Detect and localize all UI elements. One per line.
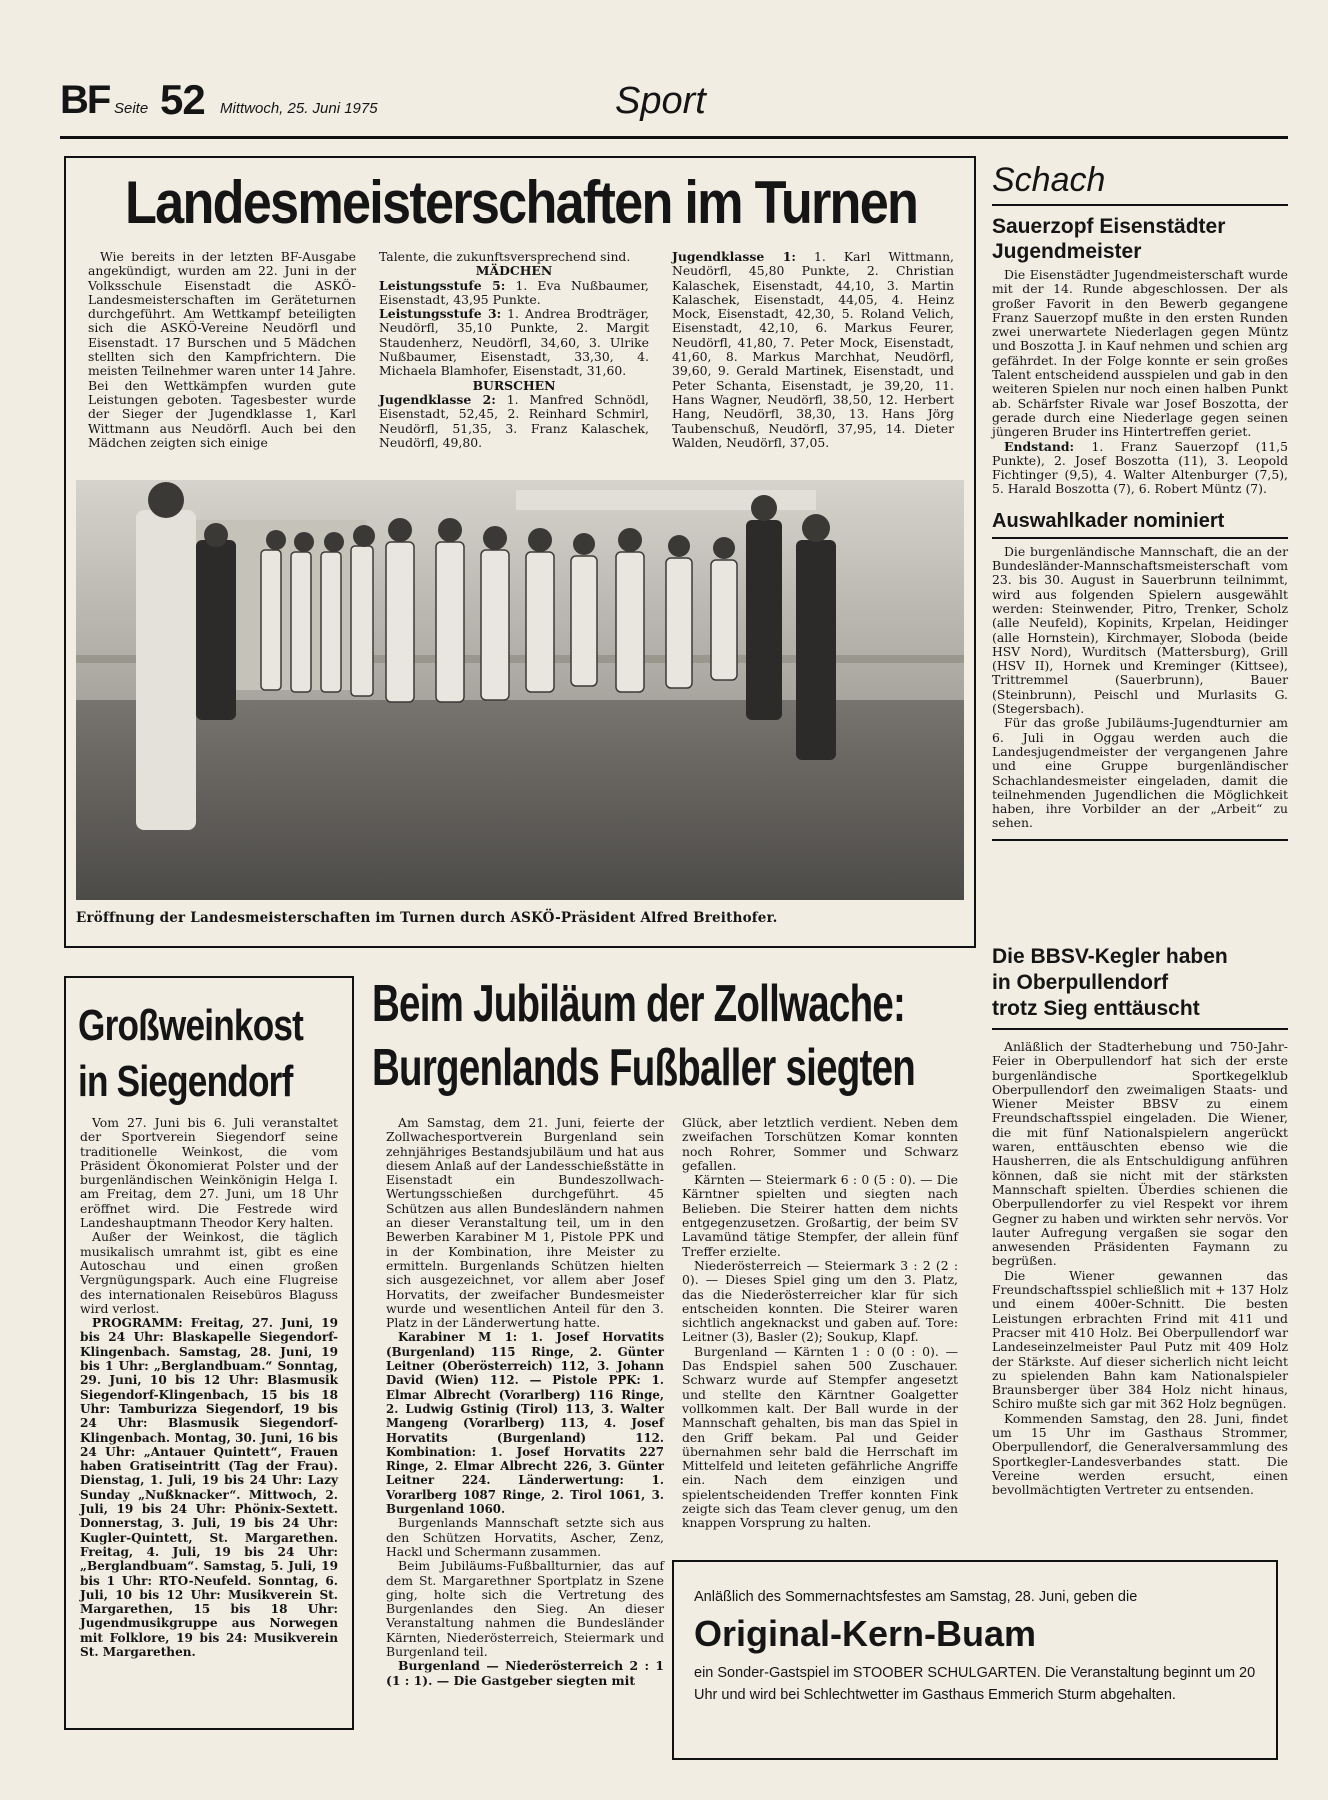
kegler-article (992, 944, 1288, 1498)
kegler-headline-1: Die BBSV-Kegler haben (992, 945, 1228, 968)
weinkost-headline-1: Großweinkost (78, 1001, 304, 1050)
jk2-label: Jugendklasse 2: (379, 391, 496, 407)
page-word: Seite (114, 100, 149, 117)
weinkost-body (80, 1116, 338, 1659)
kader-rule (992, 537, 1288, 539)
turnen-intro-cont: Talente, die zukunftsversprechend sind. (379, 249, 631, 264)
zollwache-col1 (386, 1116, 664, 1688)
match-kaernten-stmk: Kärnten — Steiermark 6 : 0 (5 : 0). — Die Kärntner spielten und siegten nach Belieben. Die Steirer hatten dem nichts entgegenzusetzen. Großartig, der beim SV Lavamünd tätige Stempfer, der allein fünf Treffer erzielte. (682, 1172, 958, 1259)
jk2-results: 1. Manfred Schnödl, Eisenstadt, 52,45, 2. Reinhard Schmirl, Neudörfl, 51,35, 3. Franz Kalaschek, Neudörfl, 49,80. (379, 391, 649, 450)
photo-caption: Eröffnung der Landesmeisterschaften im Turnen durch ASKÖ-Präsident Alfred Breithofer. (76, 910, 778, 926)
zollwache-col2-intro: Glück, aber letztlich verdient. Neben dem zweifachen Torschützen Komar konnten noch Rohrer, Sommer und Schwarz gefallen. (682, 1115, 958, 1173)
kegler-text-1: Anläßlich der Stadterhebung und 750-Jahr-Feier in Oberpullendorf hat sich der erste burgenländische Sportkegelklub Oberpullendorf den zweimaligen Staats- und Wiener Meister BBSV zu einem Freundschaftsspiel eingeladen. Die Wiener, die mit fünf Nationalspielern angerückt waren, enttäuschten ebenso wie die Hausherren, die als Entschuldigung anführen können, daß sie nicht mit der stärksten Mannschaft spielten. Überdies schienen die Oberpullendorfer zu viel Respekt vor ihrem Gegner zu haben und wirkten sehr nervös. Vor lauter Aufregung vergaßen sie sogar den anwesenden Präsidenten Faymann zu begrüßen. (992, 1039, 1288, 1269)
jk1-results: 1. Karl Wittmann, Neudörfl, 45,80 Punkte, 2. Christian Kalaschek, Eisenstadt, 44,10, 3. Martin Kalaschek, Eisenstadt, 44,05, 4. Heinz Mock, Eisenstadt, 42,30, 5. Roland Velich, Eisenstadt, 42,10, 6. Markus Feurer, Neudörfl, 41,80, 7. Peter Mock, Eisenstadt, 41,60, 8. Markus Marchhat, Neudörfl, 39,60, 9. Gerald Martinek, Eisenstadt, und Peter Schanta, Eisenstadt, je 39,20, 11. Hans Wagner, Neudörfl, 38,50, 12. Herbert Hang, Neudörfl, 38,30, 13. Hans Jörg Taubenschuß, Neudörfl, 37,95, 14. Dieter Walden, Neudörfl, 37,05. (672, 249, 954, 450)
match-bgld-noe: Burgenland — Niederösterreich 2 : 1 (1 : 1). — Die Gastgeber siegten mit (386, 1658, 664, 1688)
kegler-body (992, 1040, 1288, 1498)
schach-text: Die Eisenstädter Jugendmeisterschaft wurde mit der 14. Runde abgeschlossen. Der als großer Favorit in den Bewerb gegangene Franz Sauerzopf mußte in den ersten Runden zwei unerwartete Niederlagen gegen Müntz und Boszotta J. in Kauf nehmen und schien arg gefährdet. In der Folge konnte er sein großes Talent entscheidend ausspielen und gab in den weiteren Spielen nur noch einen halben Punkt ab. Schärfster Rivale war Josef Boszotta, der gerade durch eine Niederlage gegen seinen jüngeren Bruder ins Hintertreffen geriet. (992, 267, 1288, 440)
weinkost-text-1: Vom 27. Juni bis 6. Juli veranstaltet der Sportverein Siegendorf seine traditionelle Weinkost, die vom Präsident Ökonomierat Polster und der burgenländischen Weinkönigin Helga I. am Freitag, dem 27. Juni, um 18 Uhr eröffnet wird. Die Festrede wird Landeshauptmann Theodor Kery halten. (80, 1115, 338, 1231)
page-number: 52 (160, 76, 205, 123)
masthead (60, 76, 1300, 130)
zollwache-headline (372, 972, 972, 1100)
schach-end-results: 1. Franz Sauerzopf (11,5 Punkte), 2. Josef Boszotta (11), 3. Leopold Fichtinger (9,5), 4. Walter Altenburger (7,5), 5. Harald Boszotta (7), 6. Robert Müntz (7). (992, 438, 1288, 497)
kegler-headline-2: in Oberpullendorf (992, 971, 1169, 994)
kegler-text-2: Die Wiener gewannen das Freundschaftsspiel schließlich mit + 137 Holz und einem 400er-Schnitt. Die besten Leistungen erbrachten Frind mit 411 und Pracser mit 410 Holz. Bei Oberpullendorf war Landeseinzelmeister Paul Putz mit 409 Holz der Stärkste. Auf dieser sicherlich nicht leicht zu spielenden Bahn kam Nationalspieler Braunsberger über 384 Holz nicht hinaus, Schiro mußte sich gar mit 362 Holz begnügen. (992, 1267, 1288, 1412)
ls3-label: Leistungsstufe 3: (379, 306, 502, 322)
schach-body (992, 268, 1288, 497)
turnen-col3 (672, 250, 954, 450)
zollwache-team: Burgenlands Mannschaft setzte sich aus den Schützen Horvatits, Ascher, Zenz, Hackl und Schermann zusammen. (386, 1515, 664, 1559)
zollwache-intro: Am Samstag, dem 21. Juni, feierte der Zollwachesportverein Burgenland sein zehnjähriges Bestandsjubiläum und hat aus diesem Anlaß auf der Landesschießstätte in Eisenstadt ein Bundeszollwach-Wertungsschießen durchgeführt. 45 Schützen aus allen Bundesländern nahmen an dieser Veranstaltung teil, um in den Bewerben Karabiner M 1, Pistole PPK und in der Kombination, ihre Meister zu ermitteln. Burgenlands Schützen hielten sich ausgezeichnet, vor allem aber Josef Horvatits, der zweifacher Bundesmeister wurde und wesentlichen Anteil für den 3. Platz in der Länderwertung hatte. (386, 1115, 664, 1331)
match-noe-stmk: Niederösterreich — Steiermark 3 : 2 (2 : 0). — Dieses Spiel ging um den 3. Platz, das die Niederösterreicher klar für sich entscheiden konnten. Die Steirer waren sichtlich angeknackst und gaben auf. Tore: Leitner (3), Basler (2); Soukup, Klapf. (682, 1257, 958, 1345)
kegler-rule (992, 1028, 1288, 1030)
ad-line-2: ein Sonder-Gastspiel im STOOBER SCHULGARTEN. Die Veranstaltung beginnt um 20 Uhr und wird bei Schlechtwetter im Gasthaus Emmerich Sturm abgehalten. (694, 1665, 1256, 1703)
turnen-col1 (88, 250, 356, 450)
logo: BF (60, 78, 110, 122)
kader-headline: Auswahlkader nominiert (992, 509, 1225, 532)
zollwache-headline-2: Burgenlands Fußballer siegten (372, 1039, 916, 1097)
zollwache-headline-1: Beim Jubiläum der Zollwache: (372, 975, 906, 1033)
kegler-headline-3: trotz Sieg enttäuscht (992, 997, 1200, 1020)
turnen-headline: Landesmeisterschaften im Turnen (125, 169, 918, 236)
weinkost-article (64, 976, 354, 1730)
zollwache-results: Karabiner M 1: 1. Josef Horvatits (Burgenland) 115 Ringe, 2. Günter Leitner (Oberösterreich) 112, 3. Johann David (Wien) 112. — Pistole PPK: 1. Elmar Albrecht (Vorarlberg) 116 Ringe, 2. Ludwig Gstinig (Tirol) 113, 3. Walter Mangeng (Vorarlberg) 113, 4. Josef Horvatits (Burgenland) 112. Kombination: 1. Josef Horvatits 227 Ringe, 2. Elmar Albrecht 226, 3. Günter Leitner 224. Länderwertung: 1. Vorarlberg 1087 Ringe, 2. Tirol 1061, 3. Burgenland 1060. (386, 1330, 664, 1517)
zollwache-turnier: Beim Jubiläums-Fußballturnier, das auf dem St. Margarethner Sportplatz in Szene ging, holte sich die Vertretung des Burgenlandes den Sieg. An dieser Veranstaltung nahmen die Bundesländer Kärnten, Niederösterreich, Steiermark und Burgenland teil. (386, 1558, 664, 1659)
kern-buam-ad (672, 1560, 1278, 1760)
ls5-results: 1. Eva Nußbaumer, Eisenstadt, 43,95 Punkte. (379, 277, 649, 307)
masthead-rule (60, 136, 1288, 139)
gym-photo (76, 480, 964, 900)
schach-end-label: Endstand: (1004, 438, 1075, 454)
ad-title: Original-Kern-Buam (694, 1613, 1037, 1654)
ad-line-1: Anläßlich des Sommernachtsfestes am Samstag, 28. Juni, geben die (694, 1589, 1138, 1605)
schach-column (992, 160, 1288, 841)
match-final: Burgenland — Kärnten 1 : 0 (0 : 0). — Das Endspiel sahen 500 Zuschauer. Schwarz wurde auf Stempfer angesetzt und stellte den Kärntner Goalgetter vollkommen kalt. Der Ball wurde in der Mannschaft gehalten, bis man das Spiel in den Griff bekam. Pal und Geider übernahmen sehr bald die Herrschaft im Mittelfeld und leiteten gefährliche Angriffe ein. Nach dem einzigen und spielentscheidenden Treffer konnten Fink zeigte sich das Team clever genug, um den knappen Vorsprung zu halten. (682, 1343, 958, 1531)
ls5-label: Leistungsstufe 5: (379, 277, 506, 293)
gym-photo-image (76, 480, 964, 900)
programm-label: PROGRAMM: (92, 1316, 183, 1331)
zollwache-col2 (682, 1116, 958, 1531)
schach-rule (992, 204, 1288, 206)
schach-section-title: Schach (992, 161, 1106, 199)
kegler-headline (992, 944, 1288, 1022)
kader-text-2: Für das große Jubiläums-Jugendturnier am 6. Juli in Oggau werden auch die Landesjugendmeister der vergangenen Jahre und eine Gruppe burgenländischer Schachlandesmeister eingeladen, damit die teilnehmenden Jugendlichen die Möglichkeit haben, ihre Vorbilder an der „Arbeit“ zu sehen. (992, 715, 1288, 831)
ls3-results: 1. Andrea Brodträger, Neudörfl, 35,10 Punkte, 2. Margit Staudenherz, Neudörfl, 34,60, 3. Ulrike Nußbaumer, Eisenstadt, 33,30, 4. Michaela Blamhofer, Eisenstadt, 31,60. (379, 306, 649, 379)
kader-end-rule (992, 839, 1288, 841)
kader-body (992, 545, 1288, 831)
schach-headline: Sauerzopf Eisenstädter Jugendmeister (992, 215, 1226, 263)
maedchen-heading: MÄDCHEN (475, 263, 553, 279)
weinkost-headline-2: in Siegendorf (78, 1057, 293, 1106)
jk1-label: Jugendklasse 1: (672, 249, 796, 264)
turnen-article (64, 156, 976, 948)
turnen-intro: Wie bereits in der letzten BF-Ausgabe angekündigt, wurden am 22. Juni in der Volksschule Eisenstadt die ASKÖ-Landesmeisterschaften im Geräteturnen durchgeführt. Am Wettkampf beteiligten sich die ASKÖ-Vereine Neudörfl und Eisenstadt. 17 Burschen und 5 Mädchen stellten sich den Kampfrichtern. Die meisten Teilnehmer waren unter 14 Jahre. Bei den Wettkämpfen wurden gute Leistungen geboten. Tagesbester wurde der Sieger der Jugendklasse 1, Karl Wittmann aus Neudörfl. Auch bei den Mädchen zeigten sich einige (88, 249, 356, 450)
kegler-text-3: Kommenden Samstag, den 28. Juni, findet um 15 Uhr im Gasthaus Strommer, Oberpullendorf, die Generalversammlung des Sportkegler-Landesverbandes statt. Die Vereine werden ersucht, einen bevollmächtigten Vertreter zu entsenden. (992, 1410, 1288, 1498)
kader-text-1: Die burgenländische Mannschaft, die an der Bundesländer-Mannschaftsmeisterschaft vom 23. bis 30. August in Sauerbrunn teilnimmt, wird aus folgenden Spielern ausgewählt werden: Steinwender, Pitro, Trenker, Scholz (alle Neufeld), Kopinits, Krpelan, Heidinger (alle Hornstein), Kirchmayer, Sloboda (beide HSV Nord), Wurditsch (Mattersburg), Grill (HSV II), Hornek und Kreminger (Kittsee), Trittremmel (Sauerbrunn), Bauer (Steinbrunn), Peischl und Murlasits G. (Stegersbach). (992, 543, 1288, 717)
section-title: Sport (615, 80, 706, 122)
burschen-heading: BURSCHEN (472, 377, 556, 393)
weinkost-text-2: Außer der Weinkost, die täglich musikalisch umrahmt ist, gibt es eine Autoschau und einen großen Vergnügungspark. Auch eine Flugreise des internationalen Reisebüros Blaguss wird verlost. (80, 1229, 338, 1316)
programm-text: Freitag, 27. Juni, 19 bis 24 Uhr: Blaskapelle Siegendorf-Klingenbach. Samstag, 28. Juni, 19 bis 1 Uhr: „Berglandbuam.“ Sonntag, 29. Juni, 10 bis 12 Uhr: Blasmusik Siegendorf-Klingenbach, 15 bis 18 Uhr: Tamburizza Siegendorf, 19 bis 24 Uhr: Blasmusik Siegendorf-Klingenbach. Montag, 30. Juni, 16 bis 24 Uhr: „Antauer Quintett“, Frauen haben Gratiseintritt (Tag der Frau). Dienstag, 1. Juli, 19 bis 24 Uhr: Lazy Sunday „Nußknacker“. Mittwoch, 2. Juli, 19 bis 24 Uhr: Phönix-Sextett. Donnerstag, 3. Juli, 19 bis 24 Uhr: Kugler-Quintett, St. Margarethen. Freitag, 4. Juli, 19 bis 24 Uhr: „Berglandbuam“. Samstag, 5. Juli, 19 bis 1 Uhr: RTO-Neufeld. Sonntag, 6. Juli, 10 bis 12 Uhr: Musikverein St. Margarethen, 15 bis 18 Uhr: Jugendmusikgruppe aus Norwegen mit Folklore, 19 bis 24: Musikverein St. Margarethen. (80, 1316, 338, 1659)
turnen-col2 (379, 250, 649, 450)
weinkost-headline (78, 998, 304, 1110)
issue-date: Mittwoch, 25. Juni 1975 (220, 100, 378, 117)
